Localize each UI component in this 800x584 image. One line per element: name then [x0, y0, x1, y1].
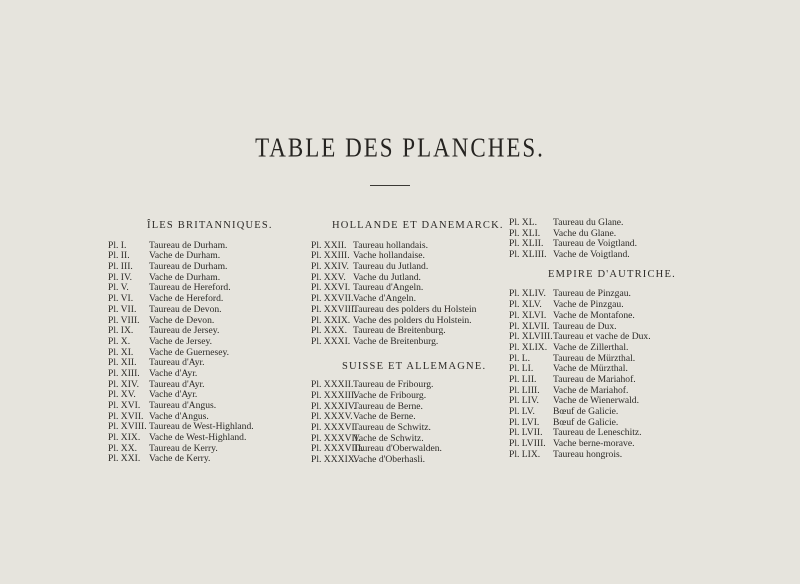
plate-entry [509, 343, 676, 354]
plate-number: Pl. L. [509, 352, 531, 364]
plate-number: Pl. XXIV. [311, 261, 349, 273]
plate-description: Vache du Glane. [553, 227, 617, 239]
plate-number: Pl. XXXIII. [311, 389, 357, 401]
plate-number: Pl. I. [108, 239, 127, 251]
plate-description: Taureau des polders du Holstein [353, 303, 477, 315]
plate-description: Vache d'Angus. [149, 410, 209, 422]
plate-number: Pl. XXVI. [311, 282, 351, 294]
plate-number: Pl. XIII. [108, 367, 140, 379]
plate-number: Pl. XLIII. [509, 249, 547, 261]
title-rule [370, 185, 410, 186]
section-heading-empire-d-autriche: EMPIRE D'AUTRICHE. [548, 268, 676, 280]
section-suisse-et-allemagne [311, 362, 504, 466]
plate-number: Pl. XXXIX. [311, 454, 358, 466]
plate-list [509, 289, 676, 460]
column-middle [311, 221, 504, 466]
plate-description: Vache de Breitenburg. [353, 335, 439, 347]
plate-list [311, 241, 504, 348]
plate-description: Vache de Durham. [149, 250, 221, 262]
plate-number: Pl. XXVIII. [311, 303, 357, 315]
plate-description: Vache d'Oberhasli. [353, 454, 426, 466]
plate-number: Pl. XII. [108, 357, 137, 369]
plate-number: Pl. XV. [108, 389, 136, 401]
plate-description: Taureau de Pinzgau. [553, 288, 631, 300]
plate-entry [108, 454, 273, 465]
plate-number: Pl. XXXV. [311, 411, 353, 423]
plate-number: Pl. LVI. [509, 416, 540, 428]
plate-number: Pl. LVII. [509, 427, 543, 439]
plate-description: Vache de Wienerwald. [553, 395, 640, 407]
plate-description: Taureau de Schwitz. [353, 422, 431, 434]
plate-description: Taureau de Dux. [553, 320, 617, 332]
plate-description: Vache du Jutland. [353, 271, 421, 283]
plate-entry [108, 305, 273, 316]
plate-description: Taureau de Durham. [149, 239, 228, 251]
plate-number: Pl. XLIV. [509, 288, 546, 300]
plate-number: Pl. XXXII. [311, 379, 354, 391]
plate-description: Taureau de Leneschitz. [553, 427, 642, 439]
plate-number: Pl. XLII. [509, 238, 544, 250]
plate-number: Pl. LI. [509, 363, 534, 375]
plate-number: Pl. LII. [509, 373, 537, 385]
plate-number: Pl. XXII. [311, 239, 347, 251]
plate-entry [108, 337, 273, 348]
plate-number: Pl. XIV. [108, 378, 140, 390]
plate-number: Pl. V. [108, 282, 129, 294]
plate-description: Taureau hongrois. [553, 448, 623, 460]
plate-list [311, 380, 504, 466]
plate-description: Vache de Jersey. [149, 335, 213, 347]
plate-entry [311, 337, 504, 348]
plate-description: Vache de Mariahof. [553, 384, 629, 396]
plate-number: Pl. XXXI. [311, 335, 351, 347]
plate-description: Taureau du Glane. [553, 217, 624, 228]
plate-description: Vache d'Angeln. [353, 293, 417, 305]
plate-description: Vache des polders du Holstein. [353, 314, 472, 326]
plate-number: Pl. XVII. [108, 410, 144, 422]
plate-description: Vache hollandaise. [353, 250, 425, 262]
plate-number: Pl. XXXIV. [311, 400, 356, 412]
plate-number: Pl. XXXVIII. [311, 443, 364, 455]
column-right [509, 218, 676, 460]
plate-description: Taureau de Durham. [149, 261, 228, 273]
plate-description: Vache berne-morave. [553, 438, 635, 450]
plate-number: Pl. XXXVII. [311, 432, 361, 444]
plate-number: Pl. LIII. [509, 384, 540, 396]
plate-entry [311, 455, 504, 466]
plate-description: Taureau de Berne. [353, 400, 423, 412]
section-heading-hollande-et-danemarck: HOLLANDE ET DANEMARCK. [332, 220, 504, 231]
plate-number: Pl. VI. [108, 293, 134, 305]
plate-description: Taureau de Jersey. [149, 325, 220, 337]
plate-number: Pl. XVI. [108, 400, 141, 412]
plate-description: Taureau du Jutland. [353, 261, 429, 273]
plate-number: Pl. XX. [108, 442, 138, 454]
section-heading-suisse-et-allemagne: SUISSE ET ALLEMAGNE. [342, 360, 487, 372]
plate-description: Vache de Montafone. [553, 309, 635, 321]
plate-entry [509, 311, 676, 322]
plate-description: Taureau de Breitenburg. [353, 325, 446, 337]
plate-number: Pl. IX. [108, 325, 134, 337]
plate-description: Taureau hollandais. [353, 239, 428, 251]
plate-number: Pl. LIV. [509, 395, 539, 407]
plate-number: Pl. XLI. [509, 227, 541, 239]
plate-description: Bœuf de Galicie. [553, 406, 619, 418]
plate-description: Taureau d'Angeln. [353, 282, 424, 294]
plate-number: Pl. XLV. [509, 299, 542, 311]
plate-number: Pl. XLVIII. [509, 331, 553, 343]
plate-number: Pl. LIX. [509, 448, 541, 460]
plate-number: Pl. VII. [108, 303, 137, 315]
plate-number: Pl. XXX. [311, 325, 347, 337]
section-heading-iles-britanniques: ÎLES BRITANNIQUES. [147, 220, 273, 231]
plate-number: Pl. VIII. [108, 314, 140, 326]
plate-description: Vache de Mürzthal. [553, 363, 628, 375]
plate-description: Vache de Zillerthal. [553, 341, 629, 353]
column-left [108, 221, 273, 465]
plate-number: Pl. XXV. [311, 271, 346, 283]
plate-description: Vache de Pinzgau. [553, 299, 624, 311]
plate-description: Vache d'Ayr. [149, 389, 198, 401]
plate-description: Vache de West-Highland. [149, 432, 247, 444]
plate-description: Taureau de Mürzthal. [553, 352, 636, 364]
plate-description: Taureau de Fribourg. [353, 379, 434, 391]
plate-number: Pl. III. [108, 261, 133, 273]
plate-description: Vache de Berne. [353, 411, 416, 423]
plate-number: Pl. XLIX. [509, 341, 548, 353]
plate-number: Pl. XIX. [108, 432, 141, 444]
plate-number: Pl. XLVI. [509, 309, 547, 321]
plate-entry [509, 450, 676, 461]
plate-description: Taureau de Hereford. [149, 282, 231, 294]
plate-description: Vache de Durham. [149, 271, 221, 283]
plate-description: Vache de Schwitz. [353, 432, 424, 444]
plate-description: Vache de Kerry. [149, 453, 211, 465]
plate-number: Pl. XXI. [108, 453, 141, 465]
plate-description: Vache de Voigtland. [553, 249, 630, 261]
plate-description: Vache d'Ayr. [149, 367, 198, 379]
plate-number: Pl. XVIII. [108, 421, 147, 433]
plate-description: Taureau et vache de Dux. [553, 331, 651, 343]
plate-description: Taureau d'Ayr. [149, 357, 205, 369]
plate-description: Vache de Fribourg. [353, 389, 427, 401]
plate-list [509, 218, 676, 261]
plate-description: Taureau d'Ayr. [149, 378, 205, 390]
plate-number: Pl. XXIX. [311, 314, 351, 326]
page-title: TABLE DES PLANCHES. [255, 133, 545, 163]
plate-description: Taureau de West-Highland. [149, 421, 254, 433]
plate-entry [509, 250, 676, 261]
plate-description: Taureau d'Oberwalden. [353, 443, 442, 455]
plate-number: Pl. XXXVI. [311, 422, 358, 434]
plate-number: Pl. XLVII. [509, 320, 550, 332]
plate-number: Pl. LVIII. [509, 438, 546, 450]
plate-entry [311, 305, 504, 316]
plate-description: Taureau de Mariahof. [553, 373, 636, 385]
plate-description: Vache de Hereford. [149, 293, 224, 305]
plate-description: Taureau de Devon. [149, 303, 222, 315]
plate-description: Taureau de Voigtland. [553, 238, 637, 250]
plate-number: Pl. IV. [108, 271, 133, 283]
plate-number: Pl. XXIII. [311, 250, 350, 262]
plate-description: Taureau d'Angus. [149, 400, 217, 412]
plate-number: Pl. X. [108, 335, 131, 347]
plate-number: Pl. XXVII. [311, 293, 354, 305]
plate-number: Pl. LV. [509, 406, 535, 418]
plate-number: Pl. XL. [509, 217, 537, 228]
plate-description: Vache de Guernesey. [149, 346, 230, 358]
plate-description: Taureau de Kerry. [149, 442, 218, 454]
plate-description: Vache de Devon. [149, 314, 215, 326]
plate-number: Pl. XI. [108, 346, 134, 358]
plate-number: Pl. II. [108, 250, 130, 262]
plate-list [108, 241, 273, 465]
plate-description: Bœuf de Galicie. [553, 416, 619, 428]
